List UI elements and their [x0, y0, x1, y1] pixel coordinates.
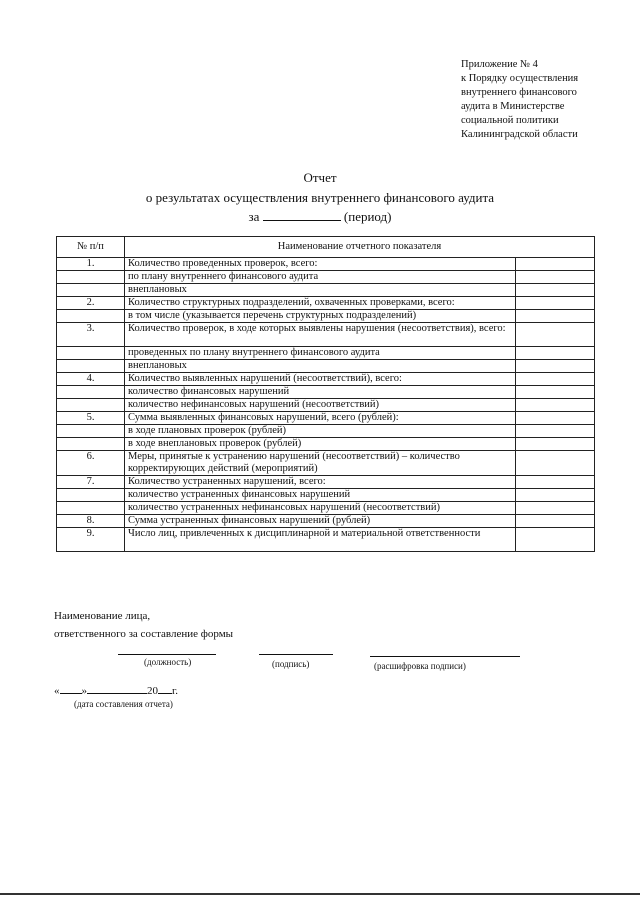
row-name: Сумма выявленных финансовых нарушений, всего (рублей):: [125, 412, 516, 425]
table-header-row: [57, 237, 595, 258]
row-value-cell: [516, 284, 595, 297]
row-num: [57, 399, 125, 412]
period-blank: [263, 208, 341, 221]
responsible-line-1: Наименование лица,: [54, 610, 151, 622]
table-row: [57, 271, 595, 284]
row-value-cell: [516, 297, 595, 310]
header-num: № п/п: [57, 237, 125, 258]
report-period: [0, 208, 640, 225]
page-bottom-border: [0, 893, 640, 895]
row-value-cell: [516, 502, 595, 515]
decoding-signature-line: [370, 656, 520, 657]
report-date-line: [54, 683, 178, 697]
table-row: [57, 347, 595, 360]
table-row: [57, 360, 595, 373]
row-num: 5.: [57, 412, 125, 425]
row-name: Количество выявленных нарушений (несоответствий), всего:: [125, 373, 516, 386]
row-name: Количество проведенных проверок, всего:: [125, 258, 516, 271]
date-close-quote: »: [81, 685, 87, 697]
year-prefix: 20: [147, 685, 158, 697]
row-value-cell: [516, 386, 595, 399]
row-value-cell: [516, 271, 595, 284]
row-num: 6.: [57, 451, 125, 476]
row-name: в ходе внеплановых проверок (рублей): [125, 438, 516, 451]
header-name: Наименование отчетного показателя: [125, 237, 595, 258]
table-row: [57, 489, 595, 502]
row-num: 9.: [57, 528, 125, 552]
row-num: 1.: [57, 258, 125, 271]
day-blank: [60, 683, 82, 694]
appendix-line: к Порядку осуществления: [461, 73, 579, 84]
table-row: [57, 258, 595, 271]
row-num: 7.: [57, 476, 125, 489]
decoding-label: (расшифровка подписи): [374, 661, 466, 671]
table-row: [57, 412, 595, 425]
report-title: Отчет: [303, 170, 337, 185]
table-row: [57, 323, 595, 347]
row-value-cell: [516, 258, 595, 271]
year-suffix: г.: [172, 685, 179, 697]
appendix-line: Калининградской области: [461, 129, 578, 140]
row-value-cell: [516, 438, 595, 451]
row-value-cell: [516, 425, 595, 438]
table-row: [57, 528, 595, 552]
row-value-cell: [516, 451, 595, 476]
row-name: внеплановых: [125, 360, 516, 373]
appendix-line: Приложение № 4: [461, 59, 538, 70]
row-num: [57, 284, 125, 297]
position-label: (должность): [144, 657, 192, 667]
row-name: Количество проверок, в ходе которых выявлены нарушения (несоответствия), всего:: [125, 323, 516, 347]
row-name: в том числе (указывается перечень структурных подразделений): [125, 310, 516, 323]
row-name: Меры, принятые к устранению нарушений (несоответствий) – количество корректирующих действий (мероприятий): [125, 451, 516, 476]
signature-label: (подпись): [272, 659, 310, 669]
row-value-cell: [516, 476, 595, 489]
date-label: (дата составления отчета): [74, 699, 173, 709]
table-row: [57, 310, 595, 323]
table-row: [57, 297, 595, 310]
row-value-cell: [516, 515, 595, 528]
row-num: 8.: [57, 515, 125, 528]
row-value-cell: [516, 323, 595, 347]
row-name: Количество структурных подразделений, охваченных проверками, всего:: [125, 297, 516, 310]
row-name: внеплановых: [125, 284, 516, 297]
row-name: Сумма устраненных финансовых нарушений (рублей): [125, 515, 516, 528]
row-value-cell: [516, 399, 595, 412]
row-name: в ходе плановых проверок (рублей): [125, 425, 516, 438]
responsible-line-2: ответственного за составление формы: [54, 628, 234, 640]
row-name: по плану внутреннего финансового аудита: [125, 271, 516, 284]
row-num: [57, 271, 125, 284]
appendix-line: внутреннего финансового: [461, 87, 577, 98]
date-open-quote: «: [54, 685, 60, 697]
row-value-cell: [516, 373, 595, 386]
appendix-block: [461, 58, 631, 142]
position-signature-line: [118, 654, 216, 655]
table-row: [57, 451, 595, 476]
row-value-cell: [516, 347, 595, 360]
row-value-cell: [516, 412, 595, 425]
row-name: количество устраненных нефинансовых нарушений (несоответствий): [125, 502, 516, 515]
table-row: [57, 476, 595, 489]
year-blank: [158, 683, 172, 694]
table-row: [57, 373, 595, 386]
table-row: [57, 438, 595, 451]
row-num: 2.: [57, 297, 125, 310]
period-prefix: за: [248, 209, 260, 224]
row-name: Количество устраненных нарушений, всего:: [125, 476, 516, 489]
row-name: количество устраненных финансовых нарушений: [125, 489, 516, 502]
row-name: Число лиц, привлеченных к дисциплинарной и материальной ответственности: [125, 528, 516, 552]
row-value-cell: [516, 310, 595, 323]
table-row: [57, 515, 595, 528]
row-num: [57, 360, 125, 373]
row-num: 4.: [57, 373, 125, 386]
table-row: [57, 399, 595, 412]
row-num: [57, 425, 125, 438]
row-num: [57, 502, 125, 515]
row-num: [57, 386, 125, 399]
table-row: [57, 386, 595, 399]
row-value-cell: [516, 528, 595, 552]
row-value-cell: [516, 489, 595, 502]
row-name: проведенных по плану внутреннего финансового аудита: [125, 347, 516, 360]
period-suffix: (период): [343, 209, 392, 224]
row-value-cell: [516, 360, 595, 373]
signature-line: [259, 654, 333, 655]
row-num: [57, 347, 125, 360]
row-num: [57, 438, 125, 451]
appendix-line: аудита в Министерстве: [461, 101, 565, 112]
table-row: [57, 425, 595, 438]
responsible-person-block: [54, 607, 233, 643]
month-blank: [87, 683, 147, 694]
appendix-line: социальной политики: [461, 115, 559, 126]
row-name: количество нефинансовых нарушений (несоответствий): [125, 399, 516, 412]
table-row: [57, 284, 595, 297]
row-name: количество финансовых нарушений: [125, 386, 516, 399]
table-row: [57, 502, 595, 515]
row-num: [57, 489, 125, 502]
row-num: [57, 310, 125, 323]
row-num: 3.: [57, 323, 125, 347]
report-subtitle: о результатах осуществления внутреннего финансового аудита: [145, 190, 495, 205]
report-table: [56, 236, 595, 552]
